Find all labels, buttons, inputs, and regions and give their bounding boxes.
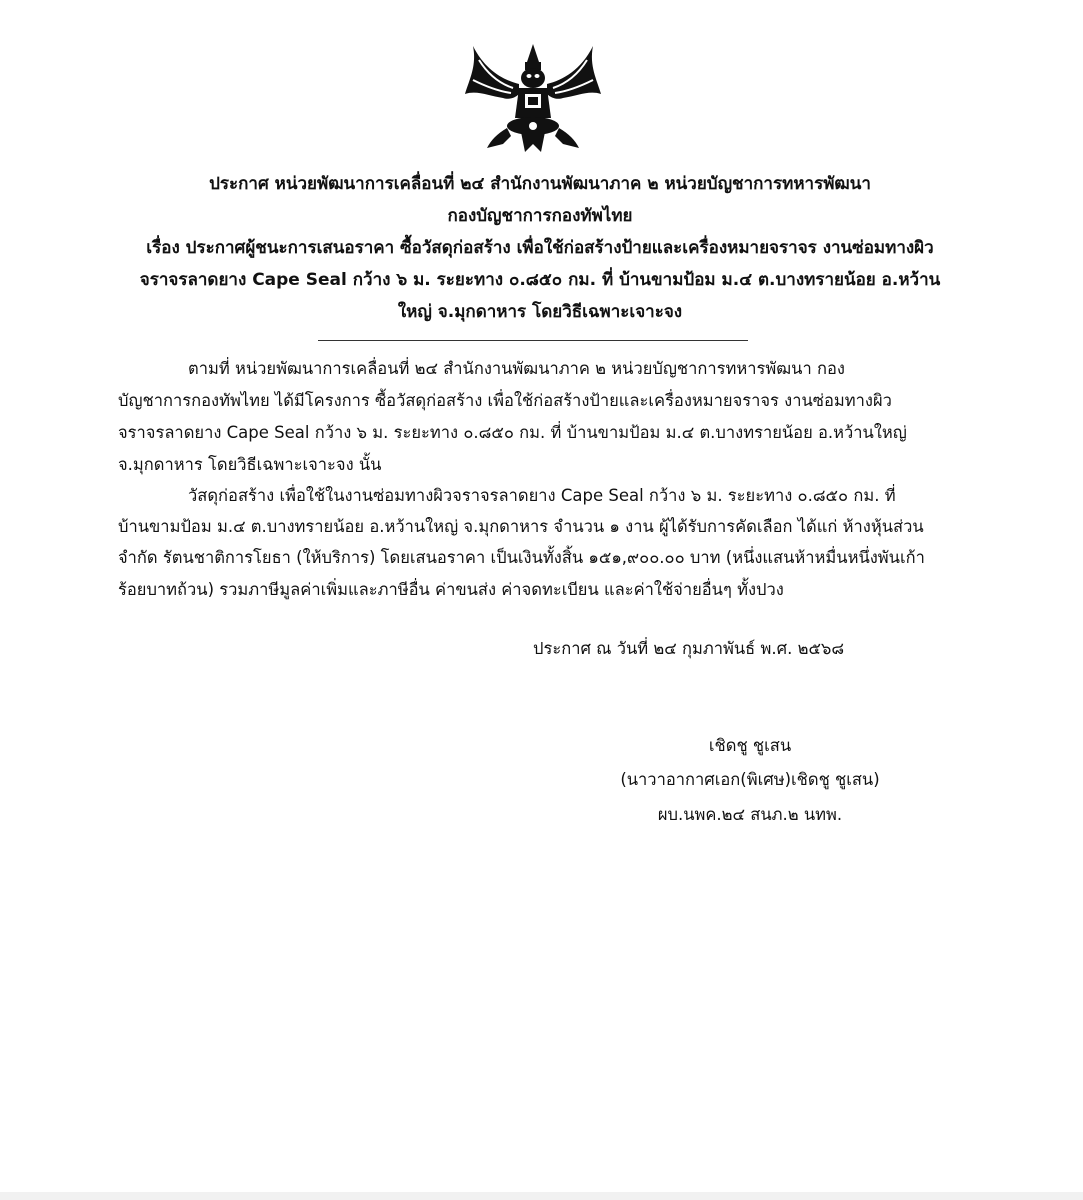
paragraph-1-line-1: ตามที่ หน่วยพัฒนาการเคลื่อนที่ ๒๔ สำนักงานพัฒนาภาค ๒ หน่วยบัญชาการทหารพัฒนา กอง [188, 359, 845, 378]
paragraph-1-line-4: จ.มุกดาหาร โดยวิธีเฉพาะเจาะจง นั้น [118, 455, 382, 474]
announcement-title-line-1: ประกาศ หน่วยพัฒนาการเคลื่อนที่ ๒๔ สำนักงานพัฒนาภาค ๒ หน่วยบัญชาการทหารพัฒนา [209, 174, 871, 194]
scan-bottom-edge [0, 1192, 1083, 1200]
signatory-position: ผบ.นพค.๒๔ สนภ.๒ นทพ. [657, 805, 843, 824]
announcement-date: ประกาศ ณ วันที่ ๒๔ กุมภาพันธ์ พ.ศ. ๒๕๖๘ [533, 639, 845, 658]
paragraph-2-line-2: บ้านขามป้อม ม.๔ ต.บางทรายน้อย อ.หว้านใหญ่ จ.มุกดาหาร จำนวน ๑ งาน ผู้ได้รับการคัดเลือก ได้แก่ ห้างหุ้นส่วน [118, 517, 924, 536]
paragraph-1-line-3: จราจรลาดยาง Cape Seal กว้าง ๖ ม. ระยะทาง ๐.๘๕๐ กม. ที่ บ้านขามป้อม ม.๔ ต.บางทรายน้อย อ.หว้านใหญ่ [118, 423, 907, 442]
signatory-full-name: (นาวาอากาศเอก(พิเศษ)เชิดชู ชูเสน) [620, 770, 880, 789]
paragraph-2-line-3: จำกัด รัตนชาติการโยธา (ให้บริการ) โดยเสนอราคา เป็นเงินทั้งสิ้น ๑๕๑,๙๐๐.๐๐ บาท (หนึ่งแสนห้าหมื่นหนึ่งพันเก้า [118, 548, 925, 567]
subject-line-1: เรื่อง ประกาศผู้ชนะการเสนอราคา ซื้อวัสดุก่อสร้าง เพื่อใช้ก่อสร้างป้ายและเครื่องหมายจราจร งานซ่อมทางผิว [146, 238, 934, 258]
signature-name: เชิดชู ชูเสน [708, 736, 792, 755]
garuda-emblem-icon [463, 40, 603, 154]
paragraph-1-line-2: บัญชาการกองทัพไทย ได้มีโครงการ ซื้อวัสดุก่อสร้าง เพื่อใช้ก่อสร้างป้ายและเครื่องหมายจราจร งานซ่อมทางผิว [118, 391, 892, 410]
paragraph-2-line-4: ร้อยบาทถ้วน) รวมภาษีมูลค่าเพิ่มและภาษีอื่น ค่าขนส่ง ค่าจดทะเบียน และค่าใช้จ่ายอื่นๆ ทั้งปวง [118, 580, 784, 599]
subject-line-2: จราจรลาดยาง Cape Seal กว้าง ๖ ม. ระยะทาง ๐.๘๕๐ กม. ที่ บ้านขามป้อม ม.๔ ต.บางทรายน้อย อ.หว้าน [139, 270, 941, 290]
separator-rule [318, 340, 748, 341]
subject-line-3: ใหญ่ จ.มุกดาหาร โดยวิธีเฉพาะเจาะจง [397, 302, 683, 322]
paragraph-2-line-1: วัสดุก่อสร้าง เพื่อใช้ในงานซ่อมทางผิวจราจรลาดยาง Cape Seal กว้าง ๖ ม. ระยะทาง ๐.๘๕๐ กม. ที่ [188, 486, 896, 505]
announcement-title-line-2: กองบัญชาการกองทัพไทย [447, 206, 633, 226]
